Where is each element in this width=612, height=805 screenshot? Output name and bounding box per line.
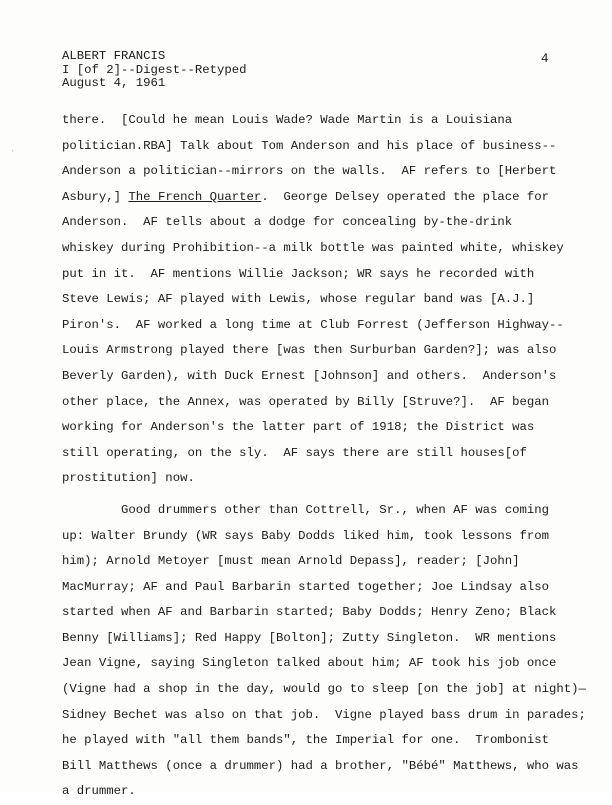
text-line — [62, 236, 612, 262]
text-segment: MacMurray; AF and Paul Barbarin started together; Joe Lindsay also — [62, 579, 550, 594]
text-line — [62, 703, 612, 729]
text-line — [62, 262, 612, 288]
text-segment: Anderson. AF tells about a dodge for concealing by-the-drink — [62, 215, 513, 230]
text-segment: . George Delsey operated the place for — [261, 189, 550, 204]
margin-mark-icon: ˊ — [10, 150, 16, 160]
text-segment: still operating, on the sly. AF says there are still houses[of — [62, 445, 527, 460]
text-segment: Beverly Garden), with Duck Ernest [Johnson] and others. Anderson's — [62, 368, 557, 383]
text-segment: Piron's. AF worked a long time at Club Forrest (Jefferson Highway-- — [62, 317, 564, 332]
text-line — [62, 677, 612, 703]
text-segment: Bill Matthews (once a drummer) had a brother, "Bébé" Matthews, who was — [62, 758, 579, 773]
text-line — [62, 728, 612, 754]
text-segment: politician.RBA] Talk about Tom Anderson and his place of business-- — [62, 138, 557, 153]
text-segment: Jean Vigne, saying Singleton talked about him; AF took his job once — [62, 656, 557, 671]
text-segment: Good drummers other than Cottrell, Sr., when AF was coming — [62, 502, 550, 517]
text-line — [62, 415, 612, 441]
text-line — [62, 108, 612, 134]
text-line — [62, 524, 612, 550]
text-line — [62, 441, 612, 467]
text-segment: Anderson a politician--mirrors on the walls. AF refers to [Herbert — [62, 164, 557, 179]
text-line — [62, 466, 612, 492]
interview-date: August 4, 1961 — [62, 76, 166, 91]
text-segment: Asbury,] — [62, 189, 129, 204]
text-segment: him); Arnold Metoyer [must mean Arnold Depass], reader; [John] — [62, 554, 520, 569]
text-segment: Benny [Williams]; Red Happy [Bolton]; Zutty Singleton. WR mentions — [62, 630, 557, 645]
text-segment: a drummer. — [62, 784, 136, 799]
book-title: The French Quarter — [128, 189, 262, 204]
text-line — [62, 364, 612, 390]
text-line — [62, 185, 612, 211]
text-segment: he played with "all them bands", the Imperial for one. Trombonist — [62, 733, 550, 748]
text-segment: started when AF and Barbarin started; Baby Dodds; Henry Zeno; Black — [62, 605, 557, 620]
text-segment: prostitution] now. — [62, 471, 195, 486]
text-segment: put in it. AF mentions Willie Jackson; WR says he recorded with — [62, 266, 535, 281]
text-line — [62, 575, 612, 601]
text-segment: (Vigne had a shop in the day, would go to sleep [on the job] at night)— — [62, 682, 586, 697]
text-segment: other place, the Annex, was operated by Billy [Struve?]. AF began — [62, 394, 550, 409]
text-segment: up: Walter Brundy (WR says Baby Dodds liked him, took lessons from — [62, 528, 550, 543]
text-line — [62, 338, 612, 364]
text-line — [62, 498, 612, 524]
text-line — [62, 287, 612, 313]
text-segment: whiskey during Prohibition--a milk bottle was painted white, whiskey — [62, 240, 564, 255]
text-line — [62, 549, 612, 575]
text-line — [62, 134, 612, 160]
text-segment: Louis Armstrong played there [was then Surburban Garden?]; was also — [62, 343, 557, 358]
text-line — [62, 159, 612, 185]
paragraph — [62, 108, 612, 492]
text-segment: Steve Lewis; AF played with Lewis, whose regular band was [A.J.] — [62, 292, 535, 307]
text-segment: there. [Could he mean Louis Wade? Wade Martin is a Louisiana — [62, 113, 513, 127]
document-header — [62, 50, 246, 91]
text-line — [62, 779, 612, 805]
interviewee-name: ALBERT FRANCIS — [62, 49, 166, 63]
page-number: 4 — [541, 52, 549, 66]
document-body — [62, 108, 612, 805]
paragraph — [62, 498, 612, 805]
text-line — [62, 210, 612, 236]
text-line — [62, 651, 612, 677]
text-line — [62, 600, 612, 626]
text-line — [62, 754, 612, 780]
text-line — [62, 626, 612, 652]
text-line — [62, 313, 612, 339]
text-segment: working for Anderson's the latter part of 1918; the District was — [62, 420, 535, 435]
text-line — [62, 390, 612, 416]
reel-info: I [of 2]--Digest--Retyped — [62, 62, 247, 77]
text-segment: Sidney Bechet was also on that job. Vigne played bass drum in parades; — [62, 707, 586, 722]
